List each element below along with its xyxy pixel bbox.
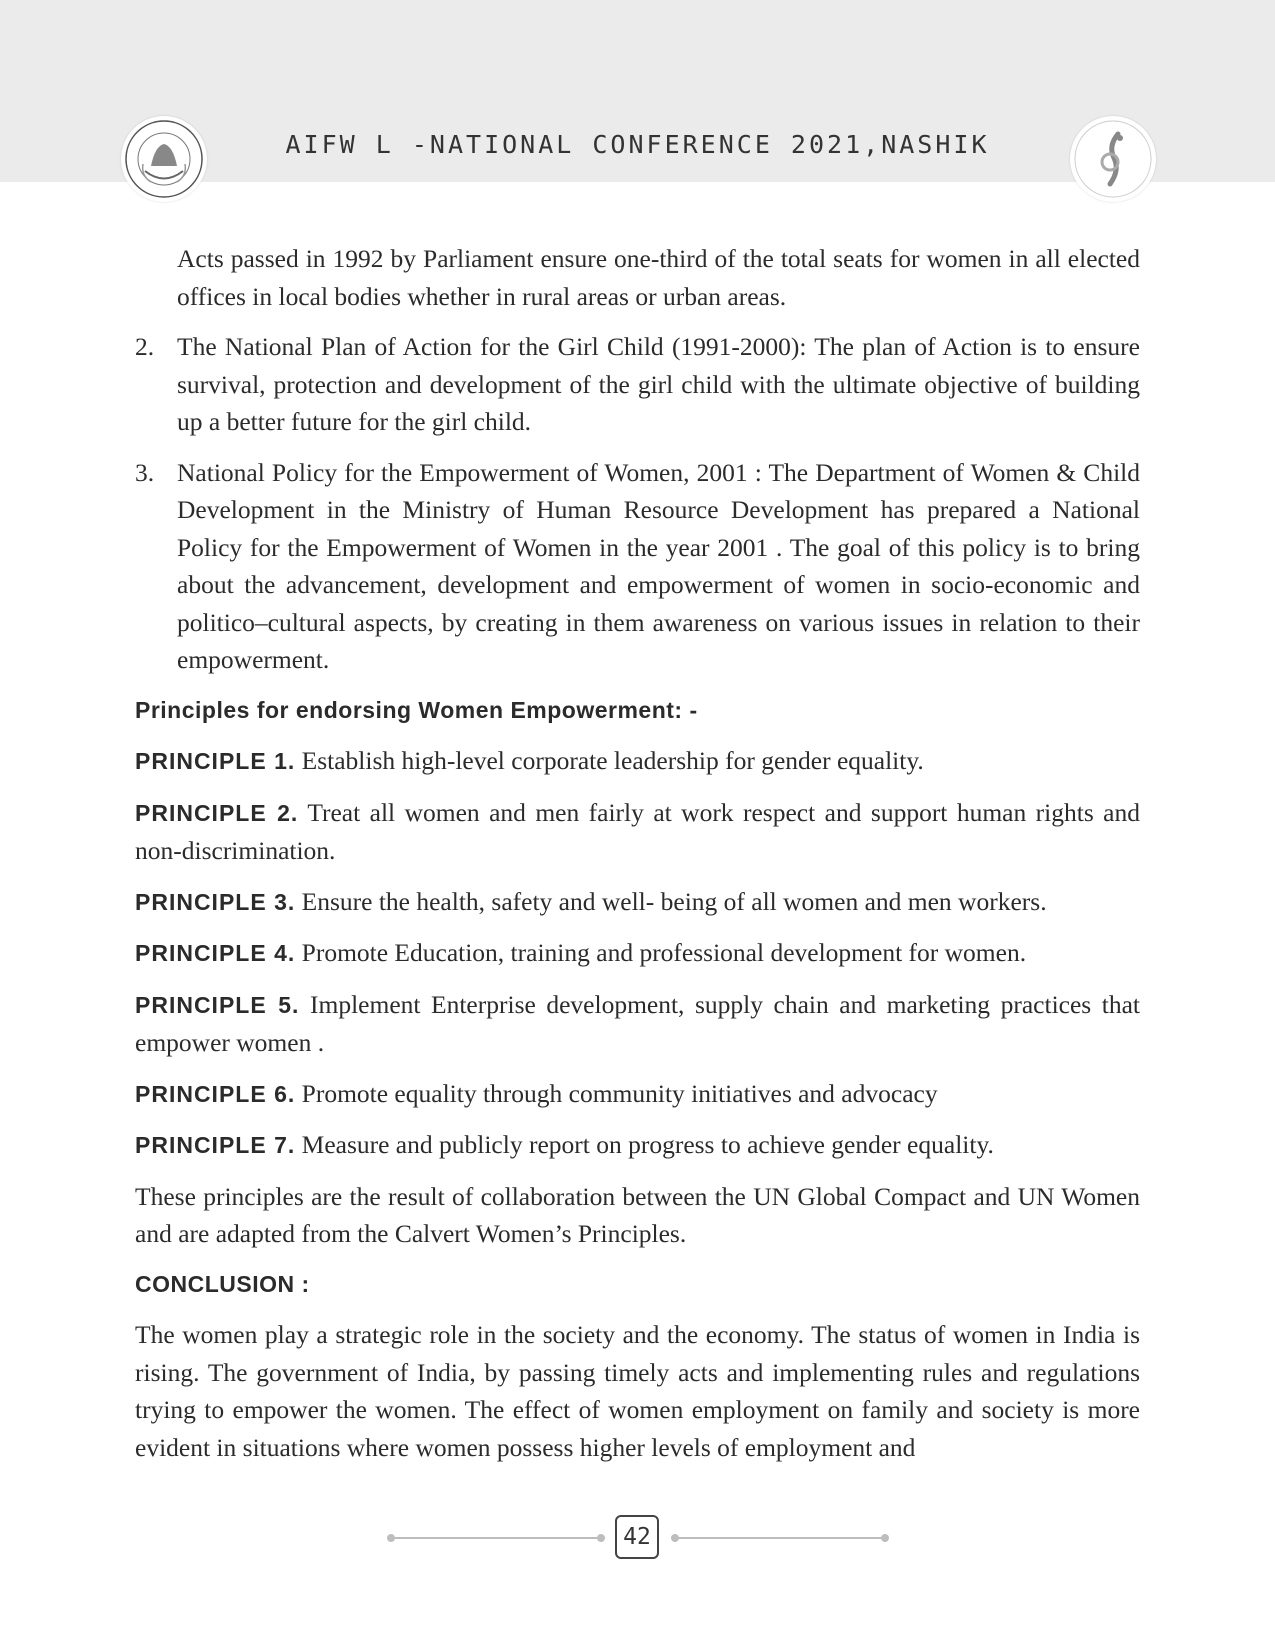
principle-paragraph: [135, 883, 1140, 922]
aifwl-logo: [121, 116, 207, 202]
principle-label: PRINCIPLE 1.: [135, 748, 296, 774]
principle-label: PRINCIPLE 6.: [135, 1080, 296, 1107]
principle-paragraph: [135, 986, 1140, 1062]
list-item-text: National Policy for the Empowerment of Women, 2001 : The Department of Women & Child Development in the Ministry of Human Resource Development has prepared a National Policy for the Empowerment of Women in the year 2001 . The goal of this policy is to bring about the advancement, development and empowerment of women in socio-economic and politico–cultural aspects, by creating in them awareness on various issues in relation to their empowerment.: [177, 457, 1140, 674]
continuation-paragraph: Acts passed in 1992 by Parliament ensure one-third of the total seats for women in all elected offices in local bodies whether in rural areas or urban areas.: [177, 244, 1140, 311]
list-item: [135, 328, 1140, 441]
conclusion-heading: CONCLUSION :: [135, 1270, 310, 1297]
footer-divider: [391, 1537, 601, 1539]
page-footer: [385, 1515, 890, 1561]
principle-paragraph: [135, 934, 1140, 973]
principle-text: Implement Enterprise development, supply chain and marketing practices that empower women .: [135, 989, 1141, 1057]
principle-label: PRINCIPLE 2.: [135, 799, 299, 826]
principle-text: Establish high-level corporate leadership for gender equality.: [301, 746, 924, 775]
principle-text: Treat all women and men fairly at work respect and support human rights and non-discrimination.: [135, 797, 1141, 865]
conclusion-paragraph: The women play a strategic role in the society and the economy. The status of women in India is rising. The government of India, by passing timely acts and implementing rules and regulations trying to empower the women. The effect of women employment on family and society is more evident in situations where women possess higher levels of employment and: [135, 1320, 1140, 1462]
aifwl-emblem-icon: [121, 116, 207, 202]
list-item: [135, 454, 1140, 679]
page-number: 42: [615, 1515, 659, 1559]
principles-heading: Principles for endorsing Women Empowerment: -: [135, 696, 698, 723]
footer-dot: [881, 1534, 889, 1542]
principle-paragraph: [135, 794, 1140, 870]
principle-text: Promote Education, training and professional development for women.: [301, 938, 1027, 967]
list-item-number: 2.: [135, 332, 155, 361]
strong-woman-logo: [1070, 116, 1156, 202]
collaboration-note: These principles are the result of collaboration between the UN Global Compact and UN Women and are adapted from the Calvert Women’s Principles.: [135, 1181, 1140, 1248]
page-title: AIFW L -NATIONAL CONFERENCE 2021,NASHIK: [285, 130, 990, 159]
list-item-number: 3.: [135, 457, 155, 487]
footer-dot: [597, 1534, 605, 1542]
principle-paragraph: [135, 1075, 1140, 1114]
principle-text: Ensure the health, safety and well- being of all women and men workers.: [301, 886, 1047, 916]
principle-text: Promote equality through community initiatives and advocacy: [301, 1078, 938, 1108]
principle-label: PRINCIPLE 5.: [135, 991, 300, 1018]
principle-label: PRINCIPLE 7.: [135, 1132, 296, 1158]
list-item-text: The National Plan of Action for the Girl Child (1991-2000): The plan of Action is to ensure survival, protection and development of the girl child with the ultimate objective of building up a better future for the girl child.: [177, 332, 1140, 436]
principle-paragraph: [135, 742, 1140, 781]
principle-text: Measure and publicly report on progress to achieve gender equality.: [301, 1130, 994, 1159]
principle-label: PRINCIPLE 3.: [135, 888, 296, 915]
footer-divider: [675, 1537, 885, 1539]
strong-woman-emblem-icon: [1070, 116, 1156, 202]
principle-label: PRINCIPLE 4.: [135, 940, 296, 966]
principle-paragraph: [135, 1126, 1140, 1165]
document-body: [135, 240, 1140, 1466]
